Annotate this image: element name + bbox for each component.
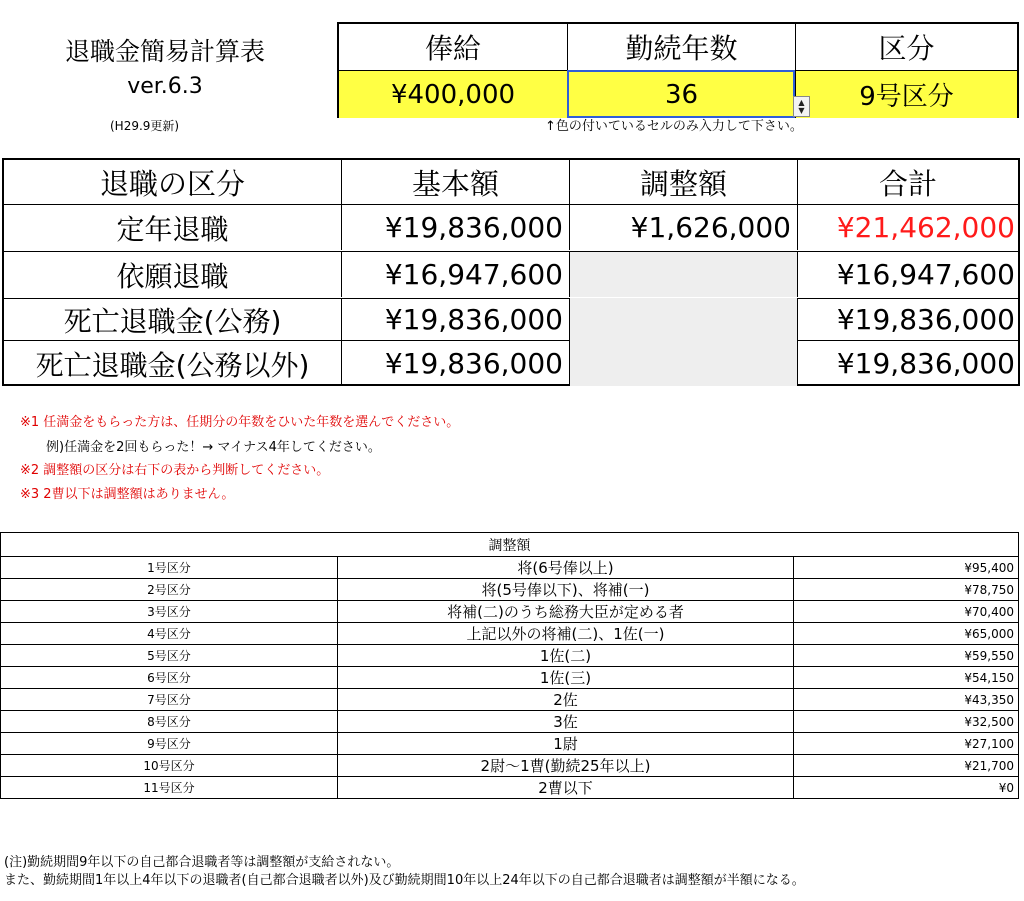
update-note: (H29.9更新)	[110, 119, 180, 133]
adj-class: 10号区分	[1, 755, 338, 777]
adj-rank: 将補(二)のうち総務大臣が定める者	[338, 601, 794, 623]
input-table	[337, 22, 1019, 118]
result-header-adjust: 調整額	[569, 160, 797, 204]
adj-class: 2号区分	[1, 579, 338, 601]
result-header-base: 基本額	[341, 160, 569, 204]
sheet-title: 退職金簡易計算表	[64, 37, 265, 66]
table-row	[1, 667, 1019, 689]
adj-class: 11号区分	[1, 777, 338, 799]
table-row	[1, 711, 1019, 733]
adj-rank: 将(5号俸以下)、将補(一)	[338, 579, 794, 601]
adj-class: 8号区分	[1, 711, 338, 733]
result-row-base: ¥19,836,000	[341, 340, 569, 386]
class-input-cell[interactable]: 9号区分	[795, 70, 1017, 118]
result-row-adjust: ¥1,626,000	[569, 204, 797, 250]
table-row	[1, 755, 1019, 777]
years-header: 勤続年数	[567, 24, 795, 70]
adj-amount: ¥0	[794, 777, 1019, 799]
result-row-total: ¥19,836,000	[797, 340, 1018, 386]
spin-down-icon[interactable]: ▼	[798, 105, 805, 115]
adj-amount: ¥95,400	[794, 557, 1019, 579]
adj-class: 6号区分	[1, 667, 338, 689]
result-row-adjust-empty	[569, 340, 797, 386]
adj-amount: ¥21,700	[794, 755, 1019, 777]
adj-amount: ¥27,100	[794, 733, 1019, 755]
footer-note-2: また、勤続期間1年以上4年以下の退職者(自己都合退職者以外)及び勤続期間10年以上24年以下の自己都合退職者は調整額が半額になる。	[4, 873, 805, 888]
adj-rank: 2尉～1曹(勤続25年以上)	[338, 755, 794, 777]
adj-amount: ¥32,500	[794, 711, 1019, 733]
note-3: ※3 2曹以下は調整額はありません。	[20, 487, 235, 502]
result-row-adjust-empty	[569, 298, 797, 340]
input-instruction: ↑色の付いているセルのみ入力して下さい。	[545, 119, 803, 134]
table-row	[1, 645, 1019, 667]
spin-up-icon[interactable]: ▲	[798, 97, 805, 107]
adj-class: 3号区分	[1, 601, 338, 623]
result-row-label: 死亡退職金(公務)	[4, 298, 341, 340]
adj-amount: ¥70,400	[794, 601, 1019, 623]
result-row-base: ¥19,836,000	[341, 298, 569, 340]
adj-class: 7号区分	[1, 689, 338, 711]
note-1-example: 例)任満金を2回もらった！→ マイナス4年してください。	[46, 440, 381, 455]
adj-amount: ¥43,350	[794, 689, 1019, 711]
adj-rank: 1尉	[338, 733, 794, 755]
years-input-cell[interactable]: 36	[567, 70, 795, 118]
result-row-base: ¥19,836,000	[341, 204, 569, 250]
adj-amount: ¥59,550	[794, 645, 1019, 667]
class-header: 区分	[795, 24, 1017, 70]
result-row-adjust-empty	[569, 251, 797, 297]
table-row	[1, 579, 1019, 601]
adj-rank: 1佐(二)	[338, 645, 794, 667]
table-row	[1, 733, 1019, 755]
salary-input-cell[interactable]: ¥400,000	[339, 70, 567, 118]
table-row	[1, 689, 1019, 711]
result-row-label: 定年退職	[4, 204, 341, 250]
adj-class: 1号区分	[1, 557, 338, 579]
adj-amount: ¥65,000	[794, 623, 1019, 645]
result-table	[2, 158, 1020, 386]
adjustment-title: 調整額	[1, 533, 1019, 557]
adj-rank: 2佐	[338, 689, 794, 711]
adj-rank: 1佐(三)	[338, 667, 794, 689]
adj-class: 4号区分	[1, 623, 338, 645]
salary-header: 俸給	[424, 32, 481, 65]
result-row-total: ¥21,462,000	[797, 204, 1018, 250]
table-row	[1, 777, 1019, 799]
years-spinner[interactable]	[793, 96, 810, 117]
adj-rank: 上記以外の将補(二)、1佐(一)	[338, 623, 794, 645]
adj-class: 5号区分	[1, 645, 338, 667]
result-header-type: 退職の区分	[99, 166, 245, 201]
adj-amount: ¥78,750	[794, 579, 1019, 601]
adj-rank: 2曹以下	[338, 777, 794, 799]
result-row-total: ¥16,947,600	[797, 251, 1018, 297]
adj-class: 9号区分	[1, 733, 338, 755]
footer-note-1: (注)勤続期間9年以下の自己都合退職者等は調整額が支給されない。	[4, 855, 400, 870]
table-row	[1, 601, 1019, 623]
adj-rank: 3佐	[338, 711, 794, 733]
result-header-total: 合計	[797, 160, 1018, 204]
note-2: ※2 調整額の区分は右下の表から判断してください。	[20, 463, 330, 478]
result-row-label: 死亡退職金(公務以外)	[4, 340, 341, 386]
sheet-version: ver.6.3	[127, 74, 203, 99]
result-row-total: ¥19,836,000	[797, 298, 1018, 340]
result-row-label: 依願退職	[4, 251, 341, 297]
adj-rank: 将(6号俸以上)	[338, 557, 794, 579]
result-row-base: ¥16,947,600	[341, 251, 569, 297]
table-row	[1, 623, 1019, 645]
adj-amount: ¥54,150	[794, 667, 1019, 689]
note-1: ※1 任満金をもらった方は、任期分の年数をひいた年数を選んでください。	[20, 415, 460, 430]
table-row	[1, 557, 1019, 579]
adjustment-table	[0, 532, 1019, 799]
